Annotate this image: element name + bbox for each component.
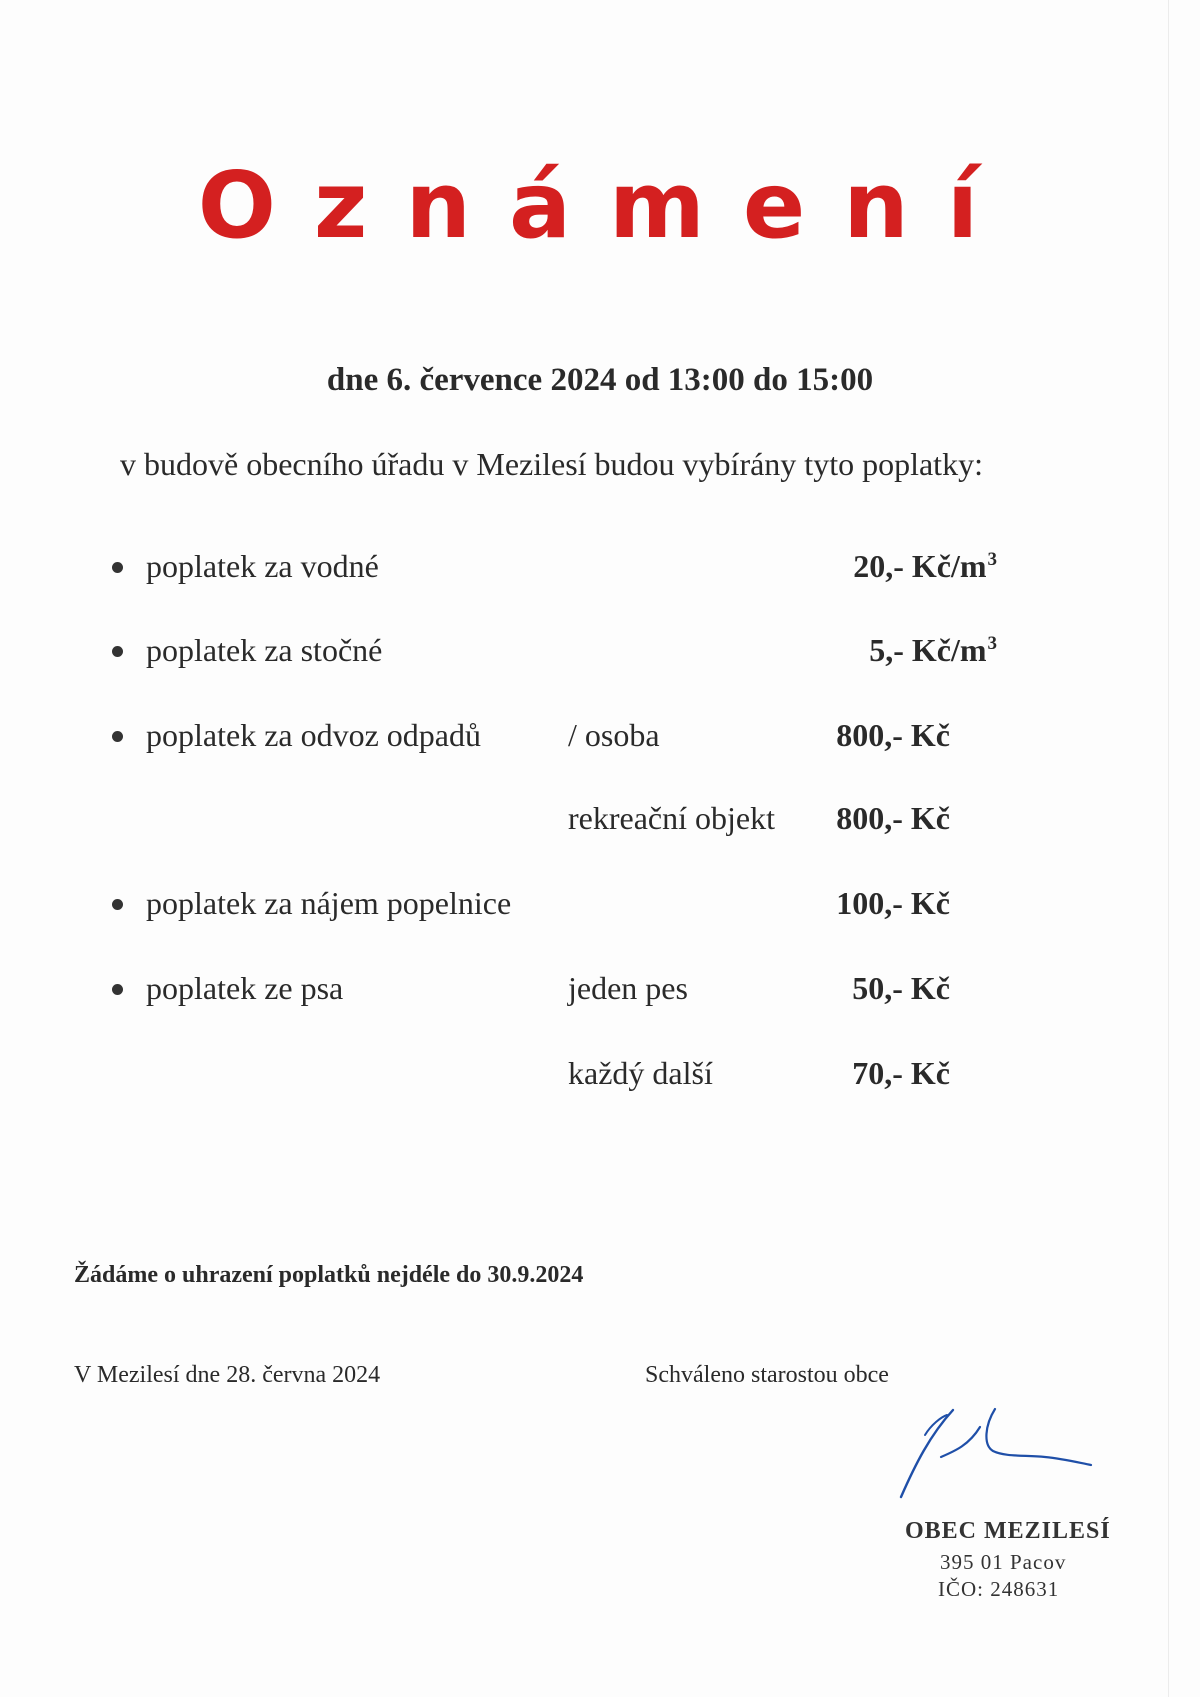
fee-price: 20,- $Kč/m^3$ [853,548,997,584]
fee-price: 50,- Kč [852,970,950,1006]
fee-name: poplatek za stočné [146,632,383,668]
stamp-ico: IČO: 248631 [938,1577,1060,1601]
fee-row-sewage [0,632,1200,676]
stamp-address: 395 01 Pacov [940,1550,1067,1574]
fee-row-water [0,548,1200,592]
fee-name: poplatek ze psa [146,970,344,1006]
fee-row-bin-rental [0,885,1200,929]
scan-edge-line [1168,0,1169,1697]
stamp-name: OBEC MEZILESÍ [905,1518,1111,1544]
fee-price: 5,- $Kč/m^3$ [869,632,997,668]
payment-request: Žádáme o uhrazení poplatků nejdéle do 30.9.2024 [74,1262,584,1288]
bullet-icon [112,731,123,742]
fee-name: poplatek za odvoz odpadů [146,717,481,753]
fee-unit: každý další [568,1055,713,1091]
fee-price: 800,- Kč [836,717,950,753]
bullet-icon [112,562,123,573]
approval-note: Schváleno starostou obce [645,1362,889,1388]
fee-row-waste-person [0,717,1200,761]
notice-title: Oznámení [197,152,1017,259]
fee-name: poplatek za vodné [146,548,379,584]
fee-unit: / osoba [568,717,660,753]
fee-row-dog [0,970,1200,1014]
fee-row-waste-recreational [0,800,1200,844]
fee-price: 800,- Kč [836,800,950,836]
notice-date-time: dne 6. července 2024 od 13:00 do 15:00 [326,362,874,398]
fee-row-dog-additional [0,1055,1200,1099]
bullet-icon [112,646,123,657]
bullet-icon [112,984,123,995]
fee-price: 100,- Kč [836,885,950,921]
bullet-icon [112,899,123,910]
fee-price: 70,- Kč [852,1055,950,1091]
fee-unit: jeden pes [568,970,688,1006]
fee-unit: rekreační objekt [568,800,775,836]
place-and-date: V Mezilesí dne 28. června 2024 [74,1362,381,1388]
notice-intro: v budově obecního úřadu v Mezilesí budou vybírány tyto poplatky: [120,446,983,482]
fee-name: poplatek za nájem popelnice [146,885,512,921]
municipal-stamp [880,1518,1130,1602]
signature-mark [895,1405,1095,1505]
